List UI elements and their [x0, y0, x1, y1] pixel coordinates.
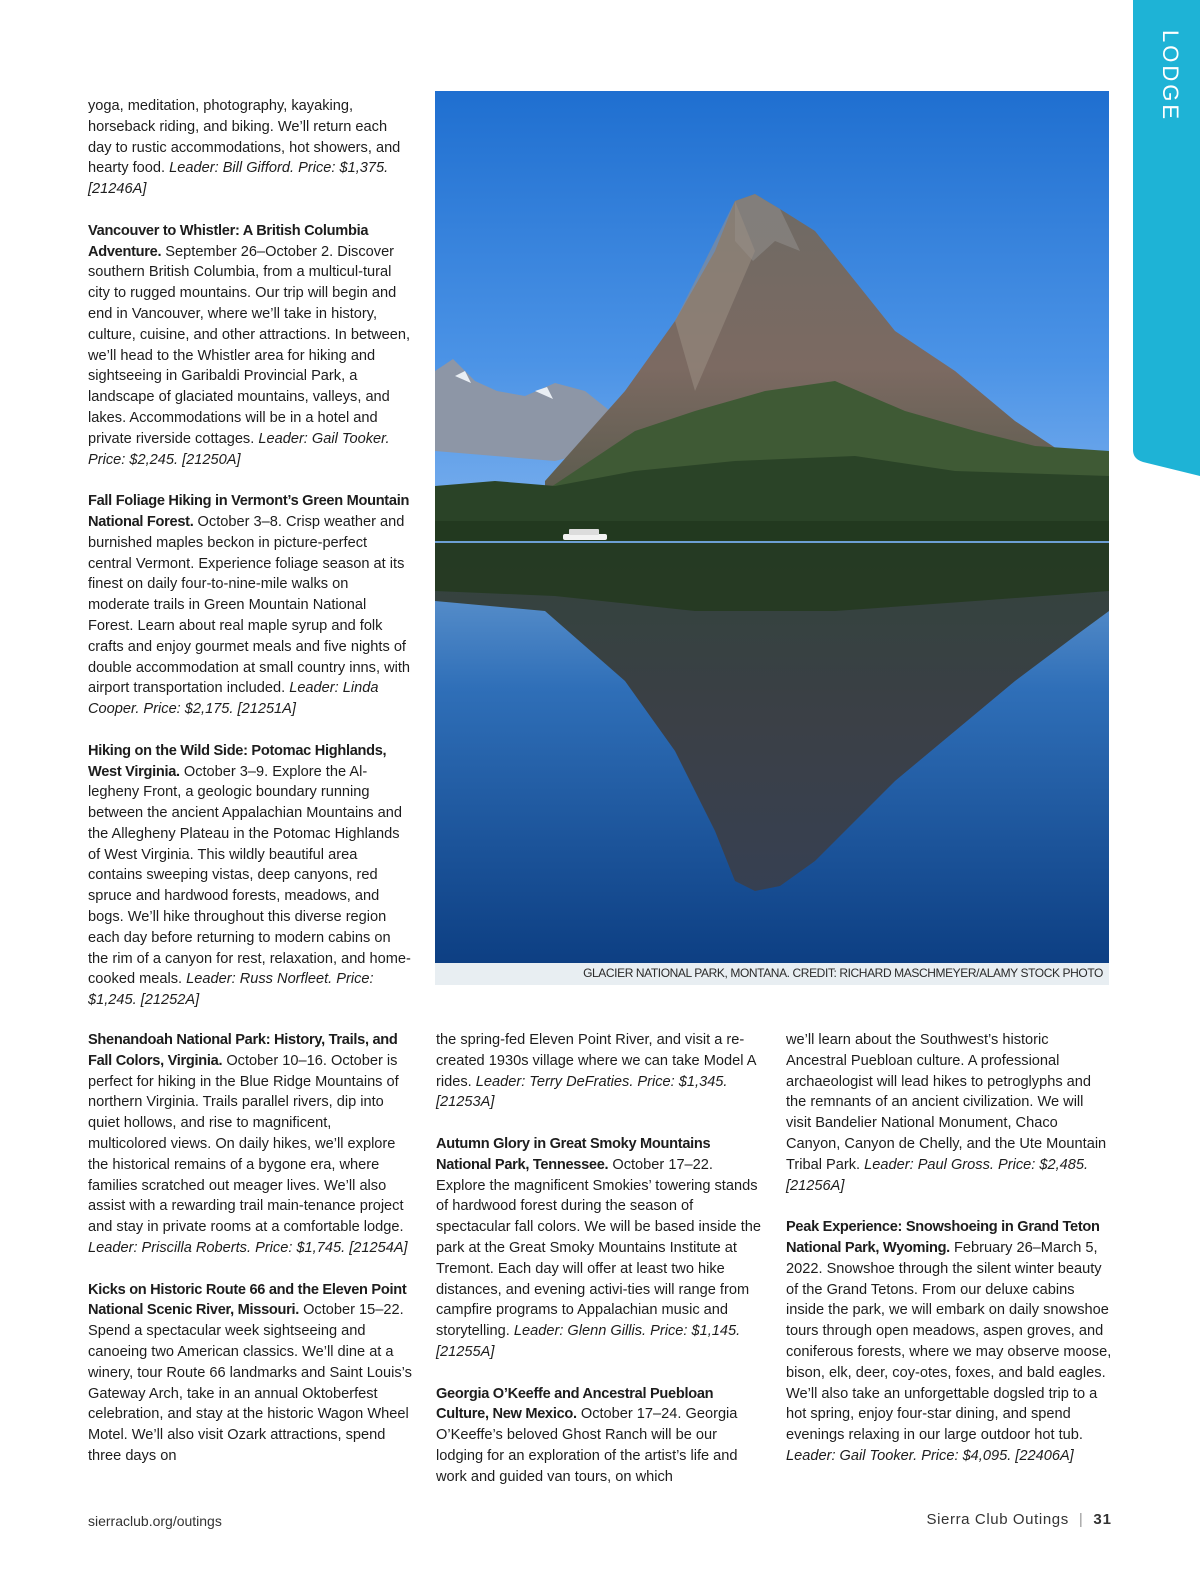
trip-leader-price: Leader: Gail Tooker. Price: $2,245. [21250A]: [88, 430, 390, 468]
trip-leader-price: Leader: Bill Gifford. Price: $1,375. [21246A]: [88, 160, 389, 198]
trip-listing: [436, 1030, 762, 1113]
trip-listing: [786, 1217, 1112, 1467]
trip-leader-price: Leader: Paul Gross. Price: $2,485. [21256A]: [786, 1156, 1089, 1194]
page-number: 31: [1093, 1511, 1112, 1528]
trip-title: Shenandoah National Park: History, Trails, and Fall Colors, Virginia.: [88, 1032, 398, 1069]
trip-listing: [786, 1030, 1112, 1196]
trip-title: Fall Foliage Hiking in Vermont’s Green Mountain National Forest.: [88, 493, 410, 530]
trip-listing: [88, 491, 412, 720]
column-left-bottom: [88, 1030, 412, 1467]
column-left-top: [88, 96, 412, 1011]
mountain-lake-photo: [435, 91, 1109, 963]
trip-leader-price: Leader: Russ Norfleet. Price: $1,245. [21252A]: [88, 971, 374, 1009]
trip-listing: [88, 96, 412, 200]
trip-leader-price: Leader: Linda Cooper. Price: $2,175. [21251A]: [88, 680, 379, 718]
trip-title: Autumn Glory in Great Smoky Mountains National Park, Tennessee.: [436, 1135, 711, 1173]
column-middle: [436, 1030, 762, 1488]
trip-listing: [436, 1384, 762, 1488]
trip-description: October 10–16. October is perfect for hiking in the Blue Ridge Mountains of northern Virginia. Trails parallel rivers, dip into quiet hollows, and rise to magnificent, multicolored views. On daily hikes, we’ll explore the historical remains of a bygone era, where families scratched out meager lives. We’ll also assist with a rewarding trail main-tenance project and stay in private rooms at a comfortable lodge.: [88, 1052, 404, 1236]
photo-caption: GLACIER NATIONAL PARK, MONTANA. CREDIT: RICHARD MASCHMEYER/ALAMY STOCK PHOTO: [583, 966, 1103, 980]
trip-leader-price: Leader: Terry DeFraties. Price: $1,345. [21253A]: [436, 1073, 728, 1111]
trip-listing: [88, 1280, 412, 1467]
trip-description: October 17–22. Explore the magnificent Smokies’ towering stands of hardwood forest during the season of spectacular fall colors. We will be based inside the park at the Great Smoky Mountains Institute at Tremont. Each day will offer at least two hike distances, and evening activi-ties will range from campfire programs to Appalachian music and storytelling.: [436, 1156, 762, 1340]
column-right: [786, 1030, 1112, 1467]
trip-title: Georgia O’Keeffe and Ancestral Puebloan Culture, New Mexico.: [436, 1385, 714, 1423]
section-tab-label: LODGE: [1158, 30, 1183, 123]
trip-leader-price: Leader: Glenn Gillis. Price: $1,145. [21255A]: [436, 1323, 741, 1360]
footer-url: sierraclub.org/outings: [88, 1513, 222, 1529]
trip-description: February 26–March 5, 2022. Snowshoe through the silent winter beauty of the Grand Tetons. From our deluxe cabins inside the park, we will embark on daily snowshoe tours through open meadows, aspen groves, and coniferous forests, where we may observe moose, bison, elk, deer, coy-otes, foxes, and bald eagles. We’ll also take an unforgettable dogsled trip to a hot spring, enjoy four-star dining, and spend evenings relaxing in our large outdoor hot tub.: [786, 1239, 1112, 1444]
trip-description: October 15–22. Spend a spectacular week sightseeing and canoeing two American classics. We’ll dine at a winery, tour Route 66 landmarks and Saint Louis’s Gateway Arch, take in an annual Oktoberfest celebration, and stay at the historic Wagon Wheel Motel. We’ll also visit Ozark attractions, spend three days on: [88, 1302, 412, 1464]
trip-listing: [88, 1030, 412, 1259]
trip-title: Vancouver to Whistler: A British Columbia Adventure.: [88, 222, 369, 260]
trip-listing: [436, 1134, 762, 1363]
trip-title: Kicks on Historic Route 66 and the Eleven Point National Scenic River, Missouri.: [88, 1281, 407, 1319]
footer-publication: [927, 1511, 1112, 1528]
photo-caption-bar: [435, 963, 1109, 985]
trip-description: September 26–October 2. Discover southern British Columbia, from a multicul-tural city to rugged mountains. Our trip will begin and end in Vancouver, where we’ll take in history, culture, cuisine, and other attractions. In between, we’ll head to the Whistler area for hiking and sightseeing in Garibaldi Provincial Park, a landscape of glaciated mountains, valleys, and lakes. Accommodations will be in a hotel and private riverside cottages.: [88, 243, 411, 447]
trip-title: Peak Experience: Snowshoeing in Grand Teton National Park, Wyoming.: [786, 1219, 1100, 1256]
trip-description: October 3–9. Explore the Al-legheny Front, a geologic boundary running between the ancient Appalachian Mountains and the Allegheny Plateau in the Potomac Highlands of West Virginia. This wildly beautiful area contains sweeping vistas, deep canyons, red spruce and hardwood forests, meadows, and bogs. We’ll hike throughout this diverse region each day before returning to modern cabins on the rim of a canyon for rest, relaxation, and home-cooked meals.: [88, 763, 411, 988]
trip-description: we’ll learn about the Southwest’s historic Ancestral Puebloan culture. A professional archaeologist will lead hikes to petroglyphs and the remnants of an ancient civilization. We will visit Bandelier National Monument, Chaco Canyon, Canyon de Chelly, and the Ute Mountain Tribal Park.: [786, 1032, 1107, 1173]
trip-description: yoga, meditation, photography, kayaking, horseback riding, and biking. We’ll return each day to rustic accommodations, hot showers, and hearty food.: [88, 98, 401, 177]
trip-listing: [88, 221, 412, 471]
trip-description: October 17–24. Georgia O’Keeffe’s beloved Ghost Ranch will be our lodging for an exploration of the artist’s life and work and guided van tours, on which: [436, 1406, 738, 1485]
trip-title: Hiking on the Wild Side: Potomac Highlands, West Virginia.: [88, 742, 387, 780]
footer-separator: |: [1078, 1511, 1084, 1528]
trip-leader-price: Leader: Gail Tooker. Price: $4,095. [22406A]: [786, 1447, 1074, 1464]
trip-leader-price: Leader: Priscilla Roberts. Price: $1,745. [21254A]: [88, 1239, 408, 1256]
trip-description: October 3–8. Crisp weather and burnished maples beckon in picture-perfect central Vermont. Experience foliage season at its finest on daily four-to-nine-mile walks on moderate trails in Green Mountain National Forest. Learn about real maple syrup and folk crafts and enjoy gourmet meals and five nights of double accommodation at small country inns, with airport transportation included.: [88, 513, 411, 697]
trip-listing: [88, 741, 412, 1011]
trip-description: the spring-fed Eleven Point River, and visit a re-created 1930s village where we can take Model A rides.: [436, 1032, 756, 1090]
publication-name: Sierra Club Outings: [926, 1511, 1069, 1528]
